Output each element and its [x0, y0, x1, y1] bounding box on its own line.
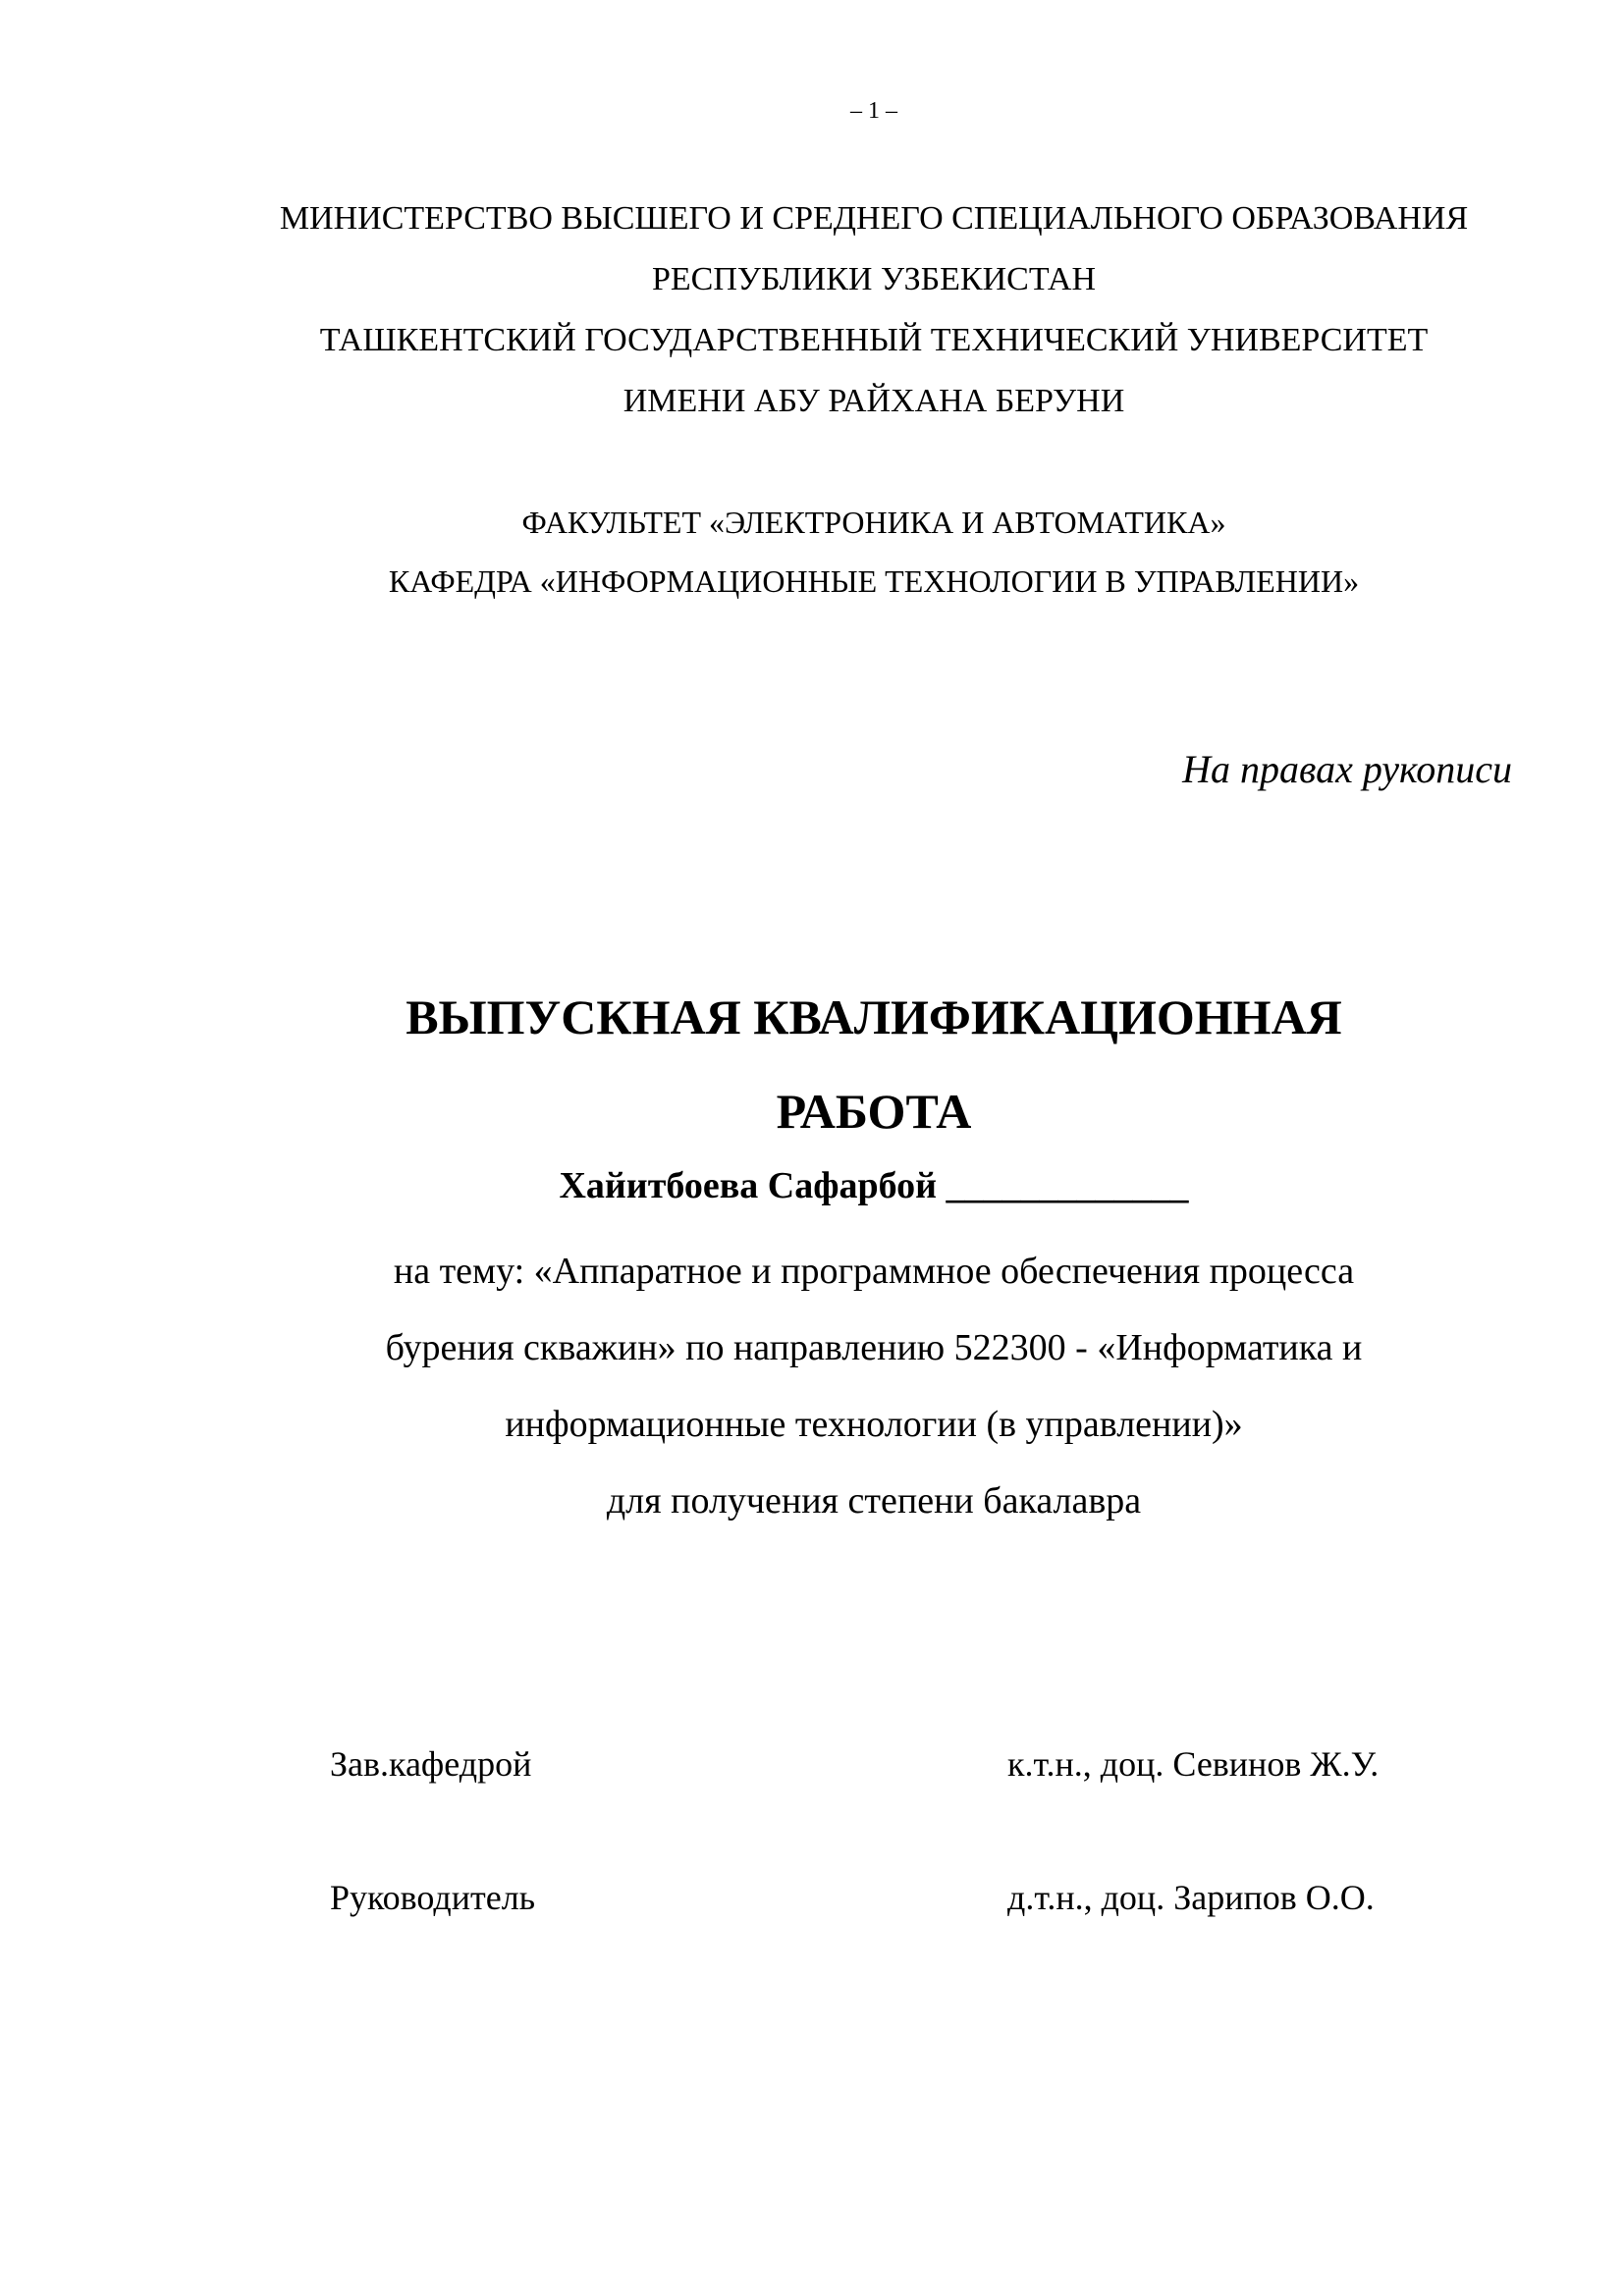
topic-line-4: для получения степени бакалавра	[606, 1480, 1142, 1522]
signature-role: Руководитель	[330, 1878, 536, 1917]
author-name: Хайитбоева Сафарбой _____________	[559, 1165, 1189, 1206]
topic-block	[0, 1233, 1624, 1539]
signature-role: Зав.кафедрой	[330, 1744, 532, 1784]
header-line-university: ТАШКЕНТСКИЙ ГОСУДАРСТВЕННЫЙ ТЕХНИЧЕСКИЙ УНИВЕРСИТЕТ	[319, 322, 1429, 358]
work-title-line-1: ВЫПУСКНАЯ КВАЛИФИКАЦИОННАЯ	[406, 989, 1342, 1044]
manuscript-note: На правах рукописи	[1182, 747, 1512, 791]
signature-person: д.т.н., доц. Зарипов О.О.	[1007, 1878, 1375, 1917]
ministry-header	[0, 188, 1624, 432]
work-title-line-2: РАБОТА	[776, 1084, 972, 1139]
work-title	[0, 970, 1624, 1158]
page-number: – 1 –	[850, 98, 897, 124]
header-line-ministry: МИНИСТЕРСТВО ВЫСШЕГО И СРЕДНЕГО СПЕЦИАЛЬНОГО ОБРАЗОВАНИЯ	[279, 200, 1469, 237]
topic-line-2: бурения скважин» по направлению 522300 - «Информатика и	[385, 1327, 1363, 1368]
header-line-university-name: ИМЕНИ АБУ РАЙХАНА БЕРУНИ	[623, 383, 1125, 419]
faculty-line: ФАКУЛЬТЕТ «ЭЛЕКТРОНИКА И АВТОМАТИКА»	[521, 505, 1226, 540]
department-line: КАФЕДРА «ИНФОРМАЦИОННЫЕ ТЕХНОЛОГИИ В УПРАВЛЕНИИ»	[388, 563, 1360, 599]
topic-line-1: на тему: «Аппаратное и программное обеспечения процесса	[393, 1251, 1355, 1292]
faculty-block	[0, 493, 1624, 611]
topic-line-3: информационные технологии (в управлении)»	[505, 1404, 1243, 1445]
signature-person: к.т.н., доц. Севинов Ж.У.	[1007, 1744, 1380, 1784]
header-line-republic: РЕСПУБЛИКИ УЗБЕКИСТАН	[651, 261, 1097, 297]
